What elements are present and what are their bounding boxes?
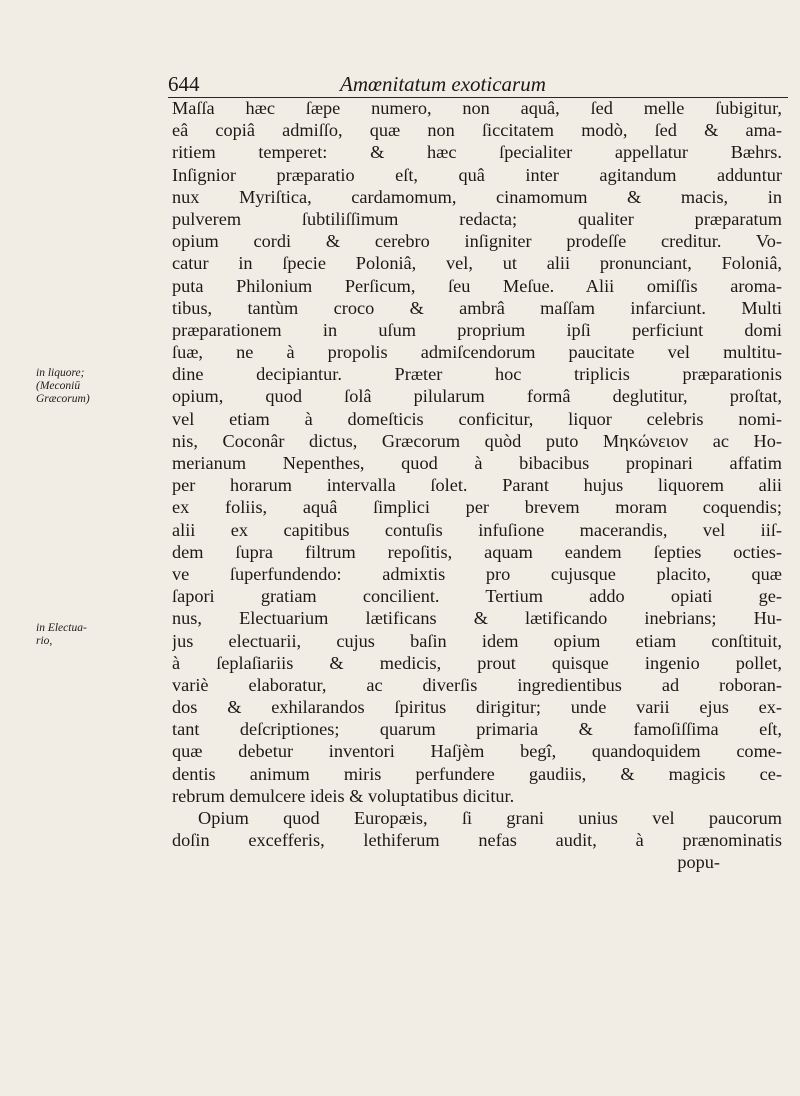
text-line: merianum Nepenthes, quod à bibacibus propinari affatim: [172, 453, 782, 473]
text-line: dentis animum miris perfundere gaudiis, & magicis ce-: [172, 763, 782, 784]
text-line: rebrum demulcere ideis & voluptatibus dicitur.: [172, 785, 515, 806]
body-text: [172, 97, 782, 874]
text-line: pulverem ſubtiliſſimum redacta; qualiter præparatum: [172, 208, 782, 229]
text-line: per horarum intervalla ſolet. Parant hujus liquorem alii: [172, 475, 782, 496]
margin-note: in Electua-: [36, 622, 87, 634]
text-line: nus, Electuarium lætificans & lætificando inebrians; Hu-: [172, 608, 782, 629]
margin-note: (Meconiū: [36, 380, 81, 392]
text-line: dem ſupra filtrum repoſitis, aquam eandem ſepties octies-: [172, 541, 782, 562]
margin-note: in liquore;: [36, 367, 85, 379]
text-line: opium cordi & cerebro inſigniter prodeſſe creditur. Vo-: [172, 231, 782, 252]
text-line: à ſeplaſiariis & medicis, prout quisque ingenio pollet,: [172, 652, 782, 673]
text-line: opium, quod ſolâ pilularum formâ deglutitur, proſtat,: [172, 386, 782, 407]
text-line: tant deſcriptiones; quarum primaria & famoſiſſima eſt,: [172, 719, 782, 740]
running-title: Amœnitatum exoticarum: [340, 72, 546, 96]
text-line: ſapori gratiam concilient. Tertium addo opiati ge-: [172, 586, 782, 607]
catchword: popu-: [677, 852, 720, 873]
text-line: jus electuarii, cujus baſin idem opium etiam conſtituit,: [172, 630, 782, 651]
margin-note: rio,: [36, 635, 53, 647]
text-line: ritiem temperet: & hæc ſpecialiter appellatur Bæhrs.: [172, 142, 782, 163]
text-line: ex foliis, aquâ ſimplici per brevem moram coquendis;: [172, 497, 782, 518]
text-line: tibus, tantùm croco & ambrâ maſſam infarciunt. Multi: [172, 297, 782, 318]
margin-note: Græcorum): [36, 393, 90, 405]
text-line: vel etiam à domeſticis conficitur, liquor celebris nomi-: [172, 408, 782, 429]
text-line: dine decipiantur. Præter hoc triplicis præparationis: [172, 364, 782, 385]
text-line: dos & exhilarandos ſpiritus dirigitur; unde varii ejus ex-: [172, 697, 782, 718]
text-line: quæ debetur inventori Haſjèm begî, quandoquidem come-: [172, 741, 782, 762]
text-line: eâ copiâ admiſſo, quæ non ſiccitatem modò, ſed & ama-: [172, 120, 782, 141]
text-line: Maſſa hæc ſæpe numero, non aquâ, ſed melle ſubigitur,: [172, 98, 782, 118]
text-line: nux Myriſtica, cardamomum, cinamomum & macis, in: [172, 186, 782, 207]
text-line: nis, Coconâr dictus, Græcorum quòd puto Μηκώνειον ac Ho-: [172, 430, 782, 451]
text-line: alii ex capitibus contuſis infuſione macerandis, vel iiſ-: [172, 519, 782, 540]
text-line: variè elaboratur, ac diverſis ingredientibus ad roboran-: [172, 674, 782, 695]
page-number: 644: [168, 72, 200, 96]
text-line: doſin excefferis, lethiferum nefas audit, à prænominatis: [172, 830, 782, 851]
running-header: [168, 72, 790, 98]
text-line: ſuæ, ne à propolis admiſcendorum paucitate vel multitu-: [172, 342, 782, 363]
text-line: catur in ſpecie Poloniâ, vel, ut alii pronunciant, Foloniâ,: [172, 253, 782, 274]
text-line: Inſignior præparatio eſt, quâ inter agitandum adduntur: [172, 164, 782, 185]
text-line: puta Philonium Perſicum, ſeu Meſue. Alii omiſſis aroma-: [172, 275, 782, 296]
text-line: ve ſuperfundendo: admixtis pro cujusque placito, quæ: [172, 563, 782, 584]
text-line: Opium quod Europæis, ſi grani unius vel paucorum: [198, 808, 782, 828]
text-line: præparationem in uſum proprium ipſi perficiunt domi: [172, 319, 782, 340]
